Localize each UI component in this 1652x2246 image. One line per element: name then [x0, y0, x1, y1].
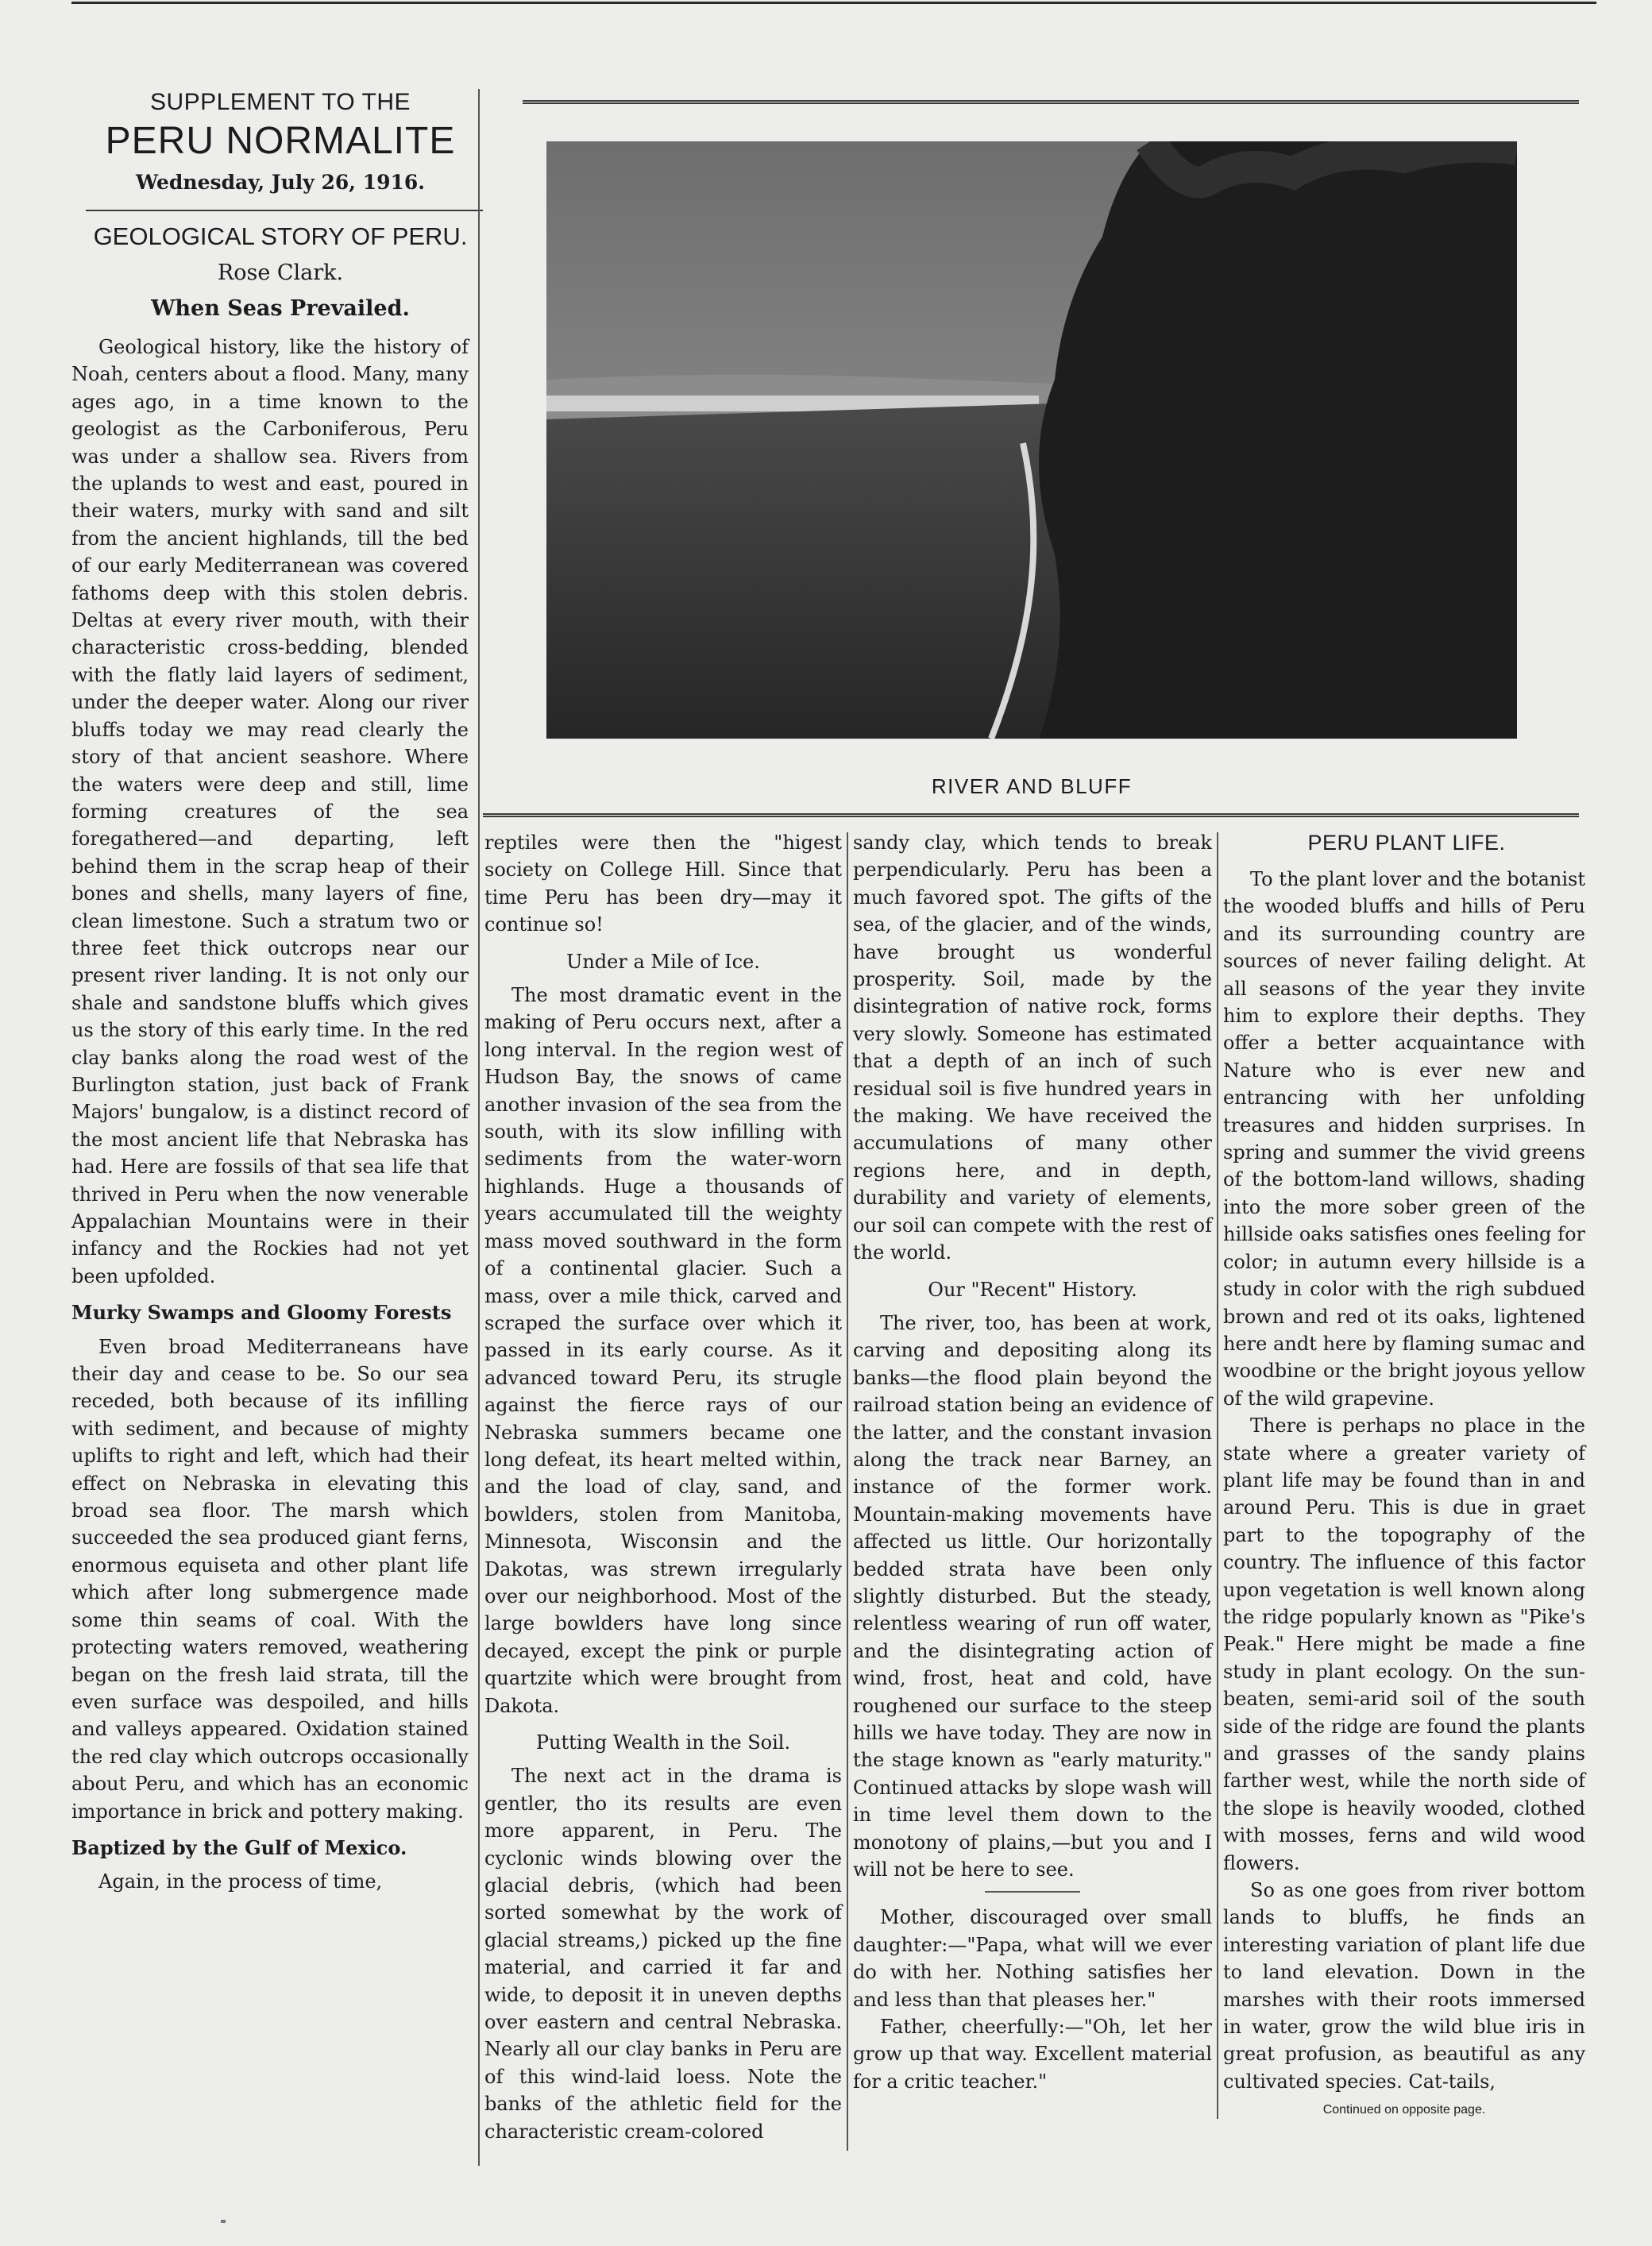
geology-paragraph-4: reptiles were then the "higest society on College Hill. Since that time Peru has been dry—may it continue so! [484, 832, 842, 936]
geology-subhead-seas: When Seas Prevailed. [151, 296, 410, 321]
geology-subhead-recent: Our "Recent" History. [928, 1278, 1137, 1301]
column-rule-1 [478, 89, 480, 2166]
geology-paragraph-3: Again, in the process of time, [98, 1870, 383, 1893]
top-edge-rule [71, 2, 1596, 4]
geology-subhead-gulf: Baptized by the Gulf of Mexico. [71, 1835, 407, 1859]
column-rule-2 [847, 832, 848, 2151]
geology-title: GEOLOGICAL STORY OF PERU. [93, 222, 468, 250]
plant-life-title: PERU PLANT LIFE. [1307, 831, 1506, 855]
geology-paragraph-7: sandy clay, which tends to break perpendicularly. Peru has been a much favored spot. The gifts of the sea, of the glacier, and of the winds, have brought us wonderful prosperity. Soil, made by the disintegration of native rock, forms very slowly. Someone has estimated that a depth of an inch of such residual soil is five hundred years in the making. We have received the accumulations of many other regions here, and in depth, durability and variety of elements, our soil can compete with the rest of the world. [853, 832, 1212, 1264]
joke-paragraph-1: Mother, discouraged over small daughter:—"Papa, what will we ever do with her. Nothing satisfies her and less than that pleases her." [853, 1906, 1212, 2011]
column-rule-3 [1217, 832, 1218, 2119]
masthead [86, 89, 475, 194]
geology-paragraph-2: Even broad Mediterraneans have their day and cease to be. So our sea receded, both because of its infilling with sediment, and because of mighty uplifts to right and left, which had their effect on Nebraska in elevating this broad sea floor. The marsh which succeeded the sea produced giant ferns, enormous equiseta and other plant life which after long submergence made some thin seams of coal. With the protecting waters removed, weathering began on the fresh laid strata, till the even surface was despoiled, and hills and valleys appeared. Oxidation stained the red clay which outcrops occasionally about Peru, and which has an economic importance in brick and pottery making. [71, 1335, 469, 1823]
geology-paragraph-8: The river, too, has been at work, carving and depositing along its banks—the flood plain beyond the railroad station being an evidence of the latter, and the constant invasion along the track near Barney, an instance of the former work. Mountain-making movements have affected us little. Our horizontally bedded strata have been only slightly disturbed. But the steady, relentless wearing of run off water, and the disintegrating action of wind, frost, heat and cold, have roughened our surface to the steep hills we have today. They are now in the stage known as "early maturity." Continued attacks by slope wash will in time level them down to the monotony of plains,—but you and I will not be here to see. [853, 1311, 1212, 1881]
joke-separator [985, 1891, 1080, 1893]
plant-paragraph-2: There is perhaps no place in the state where a greater variety of plant life may be found than in and around Peru. This is due in graet part to the topography of the country. The influence of this factor upon vegetation is well known along the ridge popularly known as "Pike's Peak." Here might be made a fine study in plant ecology. On the sun-beaten, semi-arid soil of the south side of the ridge are found the plants and grasses of the sandy plains farther west, while the north side of the slope is heavily wooded, clothed with mosses, ferns and wild wood flowers. [1223, 1414, 1585, 1874]
river-bluff-image [546, 141, 1517, 739]
masthead-supplement: SUPPLEMENT TO THE [149, 89, 411, 115]
geology-paragraph-5: The most dramatic event in the making of Peru occurs next, after a long interval. In the region west of Hudson Bay, the snows of came another invasion of the sea from the south, with its slow infilling with sediments from the water-worn highlands. Huge a thousands of years accumulated till the weighty mass moved southward in the form of a continental glacier. Such a mass, over a mile thick, carved and scraped the surface over which it passed in its early course. As it advanced toward Peru, its strugle against the fierce rays of our Nebraska summers became one long defeat, its heart melted within, and the load of clay, sand, and bowlders, stolen from Manitoba, Minnesota, Wisconsin and the Dakotas, was strewn irregularly over our neighborhood. Most of the large bowlders have long since decayed, except the pink or purple quartzite which were brought from Dakota. [484, 984, 842, 1717]
geology-header [86, 222, 475, 321]
geology-subhead-swamps: Murky Swamps and Gloomy Forests [71, 1301, 452, 1325]
caption-double-rule [483, 813, 1579, 817]
column-4 [1223, 866, 1585, 2124]
geology-paragraph-1: Geological history, like the history of Noah, centers about a flood. Many, many ages ago, in a time known to the geologist as the Carboniferous, Peru was under a shallow sea. Rivers from the uplands to west and east, poured in their waters, murky with sand and silt from the ancient highlands, till the bed of our early Mediterranean was covered fathoms deep with this stolen debris. Deltas at every river mouth, with their characteristic cross-bedding, blended with the flatly laid layers of sediment, under the deeper water. Along our river bluffs today we may read clearly the story of that ancient seashore. Where the waters were deep and still, lime forming creatures of the sea foregathered—and departing, left behind them in the scrap heap of their bones and shells, many layers of fine, clean limestone. Such a stratum two or three feet thick outcrops near our present river landing. It is not only our shale and sandstone bluffs which gives us the story of this early time. In the red clay banks along the road west of the Burlington station, just back of Frank Majors' bungalow, is a distinct record of the most ancient life that Nebraska has had. Here are fossils of that sea life that thrived in Peru when the now venerable Appalachian Mountains were in their infancy and the Rockies had not yet been upfolded. [71, 336, 469, 1287]
masthead-title: PERU NORMALITE [105, 120, 456, 162]
column-1 [71, 334, 469, 1896]
photo-caption: RIVER AND BLUFF [931, 774, 1133, 798]
geology-subhead-ice: Under a Mile of Ice. [566, 950, 760, 973]
top-double-rule [523, 100, 1579, 104]
plant-paragraph-1: To the plant lover and the botanist the wooded bluffs and hills of Peru and its surrounding country are sources of never failing delight. At all seasons of the year they invite him to explore their depths. They offer a better acquaintance with Nature who is ever new and entrancing with her unfolding treasures and hidden surprises. In spring and summer the vivid greens of the bottom-land willows, shading into the more sober green of the hillside oaks satisfies ones feeling for color; in autumn every hillside is a study in color with the righ subdued brown and red ot its oaks, lightened here andt here by flaming sumac and woodbine or the bright joyous yellow of the wild grapevine. [1223, 868, 1585, 1410]
continued-note: Continued on opposite page. [1322, 2103, 1486, 2117]
column-2 [484, 829, 842, 2145]
geology-subhead-soil: Putting Wealth in the Soil. [535, 1731, 791, 1754]
column-3 [853, 829, 1212, 2095]
plant-paragraph-3: So as one goes from river bottom lands to bluffs, he finds an interesting variation of plant life due to land elevation. Down in the marshes with their roots immersed in water, grow the wild blue iris in great profusion, as beautiful as any cultivated species. Cat-tails, [1223, 1879, 1585, 2093]
masthead-rule [86, 210, 483, 211]
masthead-date: Wednesday, July 26, 1916. [135, 171, 425, 194]
geology-byline: Rose Clark. [217, 260, 344, 285]
joke-paragraph-2: Father, cheerfully:—"Oh, let her grow up that way. Excellent material for a critic teacher." [853, 2016, 1212, 2093]
stray-mark [221, 2220, 226, 2223]
river-bluff-photo [546, 141, 1517, 739]
geology-paragraph-6: The next act in the drama is gentler, tho its results are even more apparent, in Peru. The cyclonic winds blowing over the glacial debris, (which had been sorted somewhat by the work of glacial streams,) picked up the fine material, and carried it far and wide, to deposit it in uneven depths over eastern and central Nebraska. Nearly all our clay banks in Peru are of this wind-laid loess. Note the banks of the athletic field for the characteristic cream-colored [484, 1765, 842, 2143]
